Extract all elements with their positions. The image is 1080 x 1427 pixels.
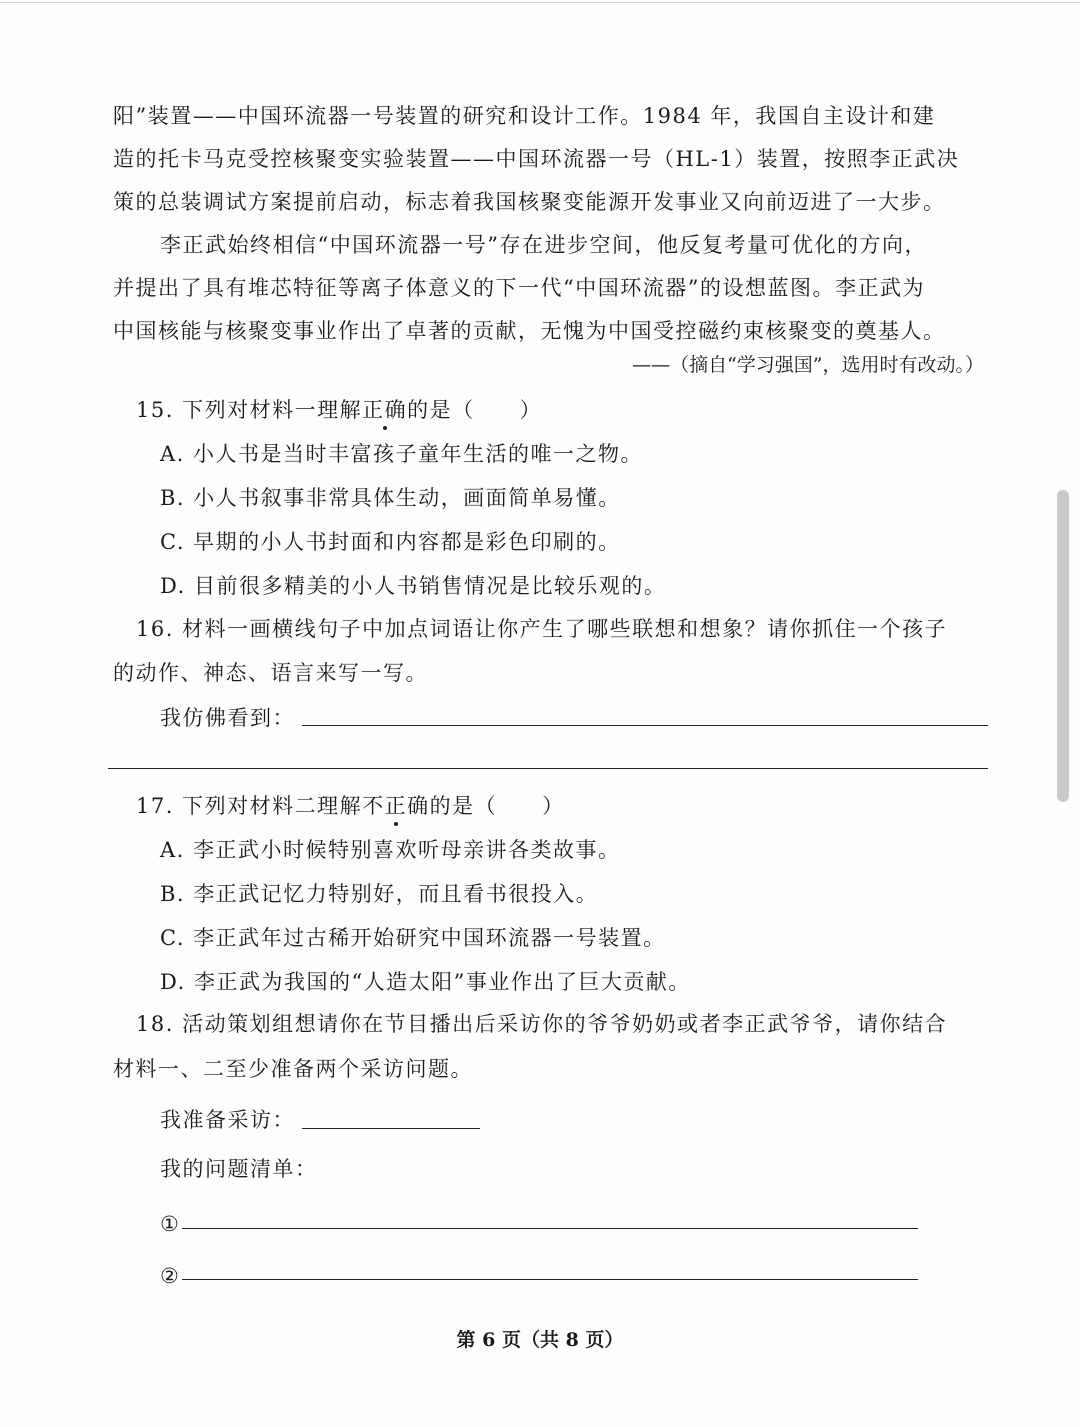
question-15-stem-suffix: 的是（ ） bbox=[407, 398, 543, 422]
question-15-option-a[interactable]: A. 小人书是当时丰富孩子童年生活的唯一之物。 bbox=[160, 442, 644, 466]
question-18-item-1-marker: ① bbox=[160, 1212, 181, 1236]
passage-line-1: 阳”装置——中国环流器一号装置的研究和设计工作。1984 年，我国自主设计和建 bbox=[113, 104, 936, 128]
question-16-answer-line-1[interactable] bbox=[302, 725, 988, 726]
question-15-stem-prefix: 15. 下列对材料一理解 bbox=[136, 398, 363, 422]
question-17-option-d[interactable]: D. 李正武为我国的“人造太阳”事业作出了巨大贡献。 bbox=[160, 970, 691, 994]
question-18-stem-line-1: 18. 活动策划组想请你在节目播出后采访你的爷爷奶奶或者李正武爷爷，请你结合 bbox=[136, 1012, 948, 1036]
question-18-item-1-line[interactable] bbox=[182, 1228, 918, 1229]
question-18-list-prompt: 我的问题清单： bbox=[160, 1157, 318, 1181]
question-18-interview-prompt: 我准备采访： bbox=[160, 1108, 295, 1132]
question-16-prompt: 我仿佛看到： bbox=[160, 706, 295, 730]
question-16-answer-line-2[interactable] bbox=[108, 768, 988, 769]
passage-line-4: 李正武始终相信“中国环流器一号”存在进步空间，他反复考量可优化的方向， bbox=[160, 233, 927, 257]
question-17-stem bbox=[136, 792, 565, 820]
question-17-stem-suffix: 的是（ ） bbox=[429, 794, 565, 818]
passage-line-3: 策的总装调试方案提前启动，标志着我国核聚变能源开发事业又向前迈进了一大步。 bbox=[113, 190, 946, 214]
question-18-interviewee-line[interactable] bbox=[302, 1128, 480, 1129]
scrollbar-thumb[interactable] bbox=[1057, 490, 1069, 802]
question-17-option-a[interactable]: A. 李正武小时候特别喜欢听母亲讲各类故事。 bbox=[160, 838, 621, 862]
page-number: 第 6 页（共 8 页） bbox=[456, 1329, 624, 1351]
question-17-emphasis: 不正确 bbox=[362, 794, 430, 818]
question-17-stem-prefix: 17. 下列对材料二理解 bbox=[136, 794, 363, 818]
question-17-option-c[interactable]: C. 李正武年过古稀开始研究中国环流器一号装置。 bbox=[160, 926, 666, 950]
question-16-stem-line-1: 16. 材料一画横线句子中加点词语让你产生了哪些联想和想象？请你抓住一个孩子 bbox=[136, 617, 948, 641]
passage-line-2: 造的托卡马克受控核聚变实验装置——中国环流器一号（HL-1）装置，按照李正武决 bbox=[113, 147, 960, 171]
question-18-item-2-marker: ② bbox=[160, 1264, 181, 1288]
question-15-stem bbox=[136, 396, 542, 424]
passage-source: ——（摘自“学习强国”，选用时有改动。） bbox=[632, 354, 984, 376]
question-16-stem-line-2: 的动作、神态、语言来写一写。 bbox=[113, 661, 428, 685]
passage-line-5: 并提出了具有堆芯特征等离子体意义的下一代“中国环流器”的设想蓝图。李正武为 bbox=[113, 276, 925, 300]
question-15-option-d[interactable]: D. 目前很多精美的小人书销售情况是比较乐观的。 bbox=[160, 574, 667, 598]
question-15-option-c[interactable]: C. 早期的小人书封面和内容都是彩色印刷的。 bbox=[160, 530, 621, 554]
question-15-option-b[interactable]: B. 小人书叙事非常具体生动，画面简单易懂。 bbox=[160, 486, 621, 510]
question-15-emphasis: 正确 bbox=[362, 398, 408, 422]
question-18-item-2-line[interactable] bbox=[182, 1279, 918, 1280]
question-17-option-b[interactable]: B. 李正武记忆力特别好，而且看书很投入。 bbox=[160, 882, 599, 906]
question-18-stem-line-2: 材料一、二至少准备两个采访问题。 bbox=[113, 1057, 473, 1081]
passage-line-6: 中国核能与核聚变事业作出了卓著的贡献，无愧为中国受控磁约束核聚变的奠基人。 bbox=[113, 319, 946, 343]
